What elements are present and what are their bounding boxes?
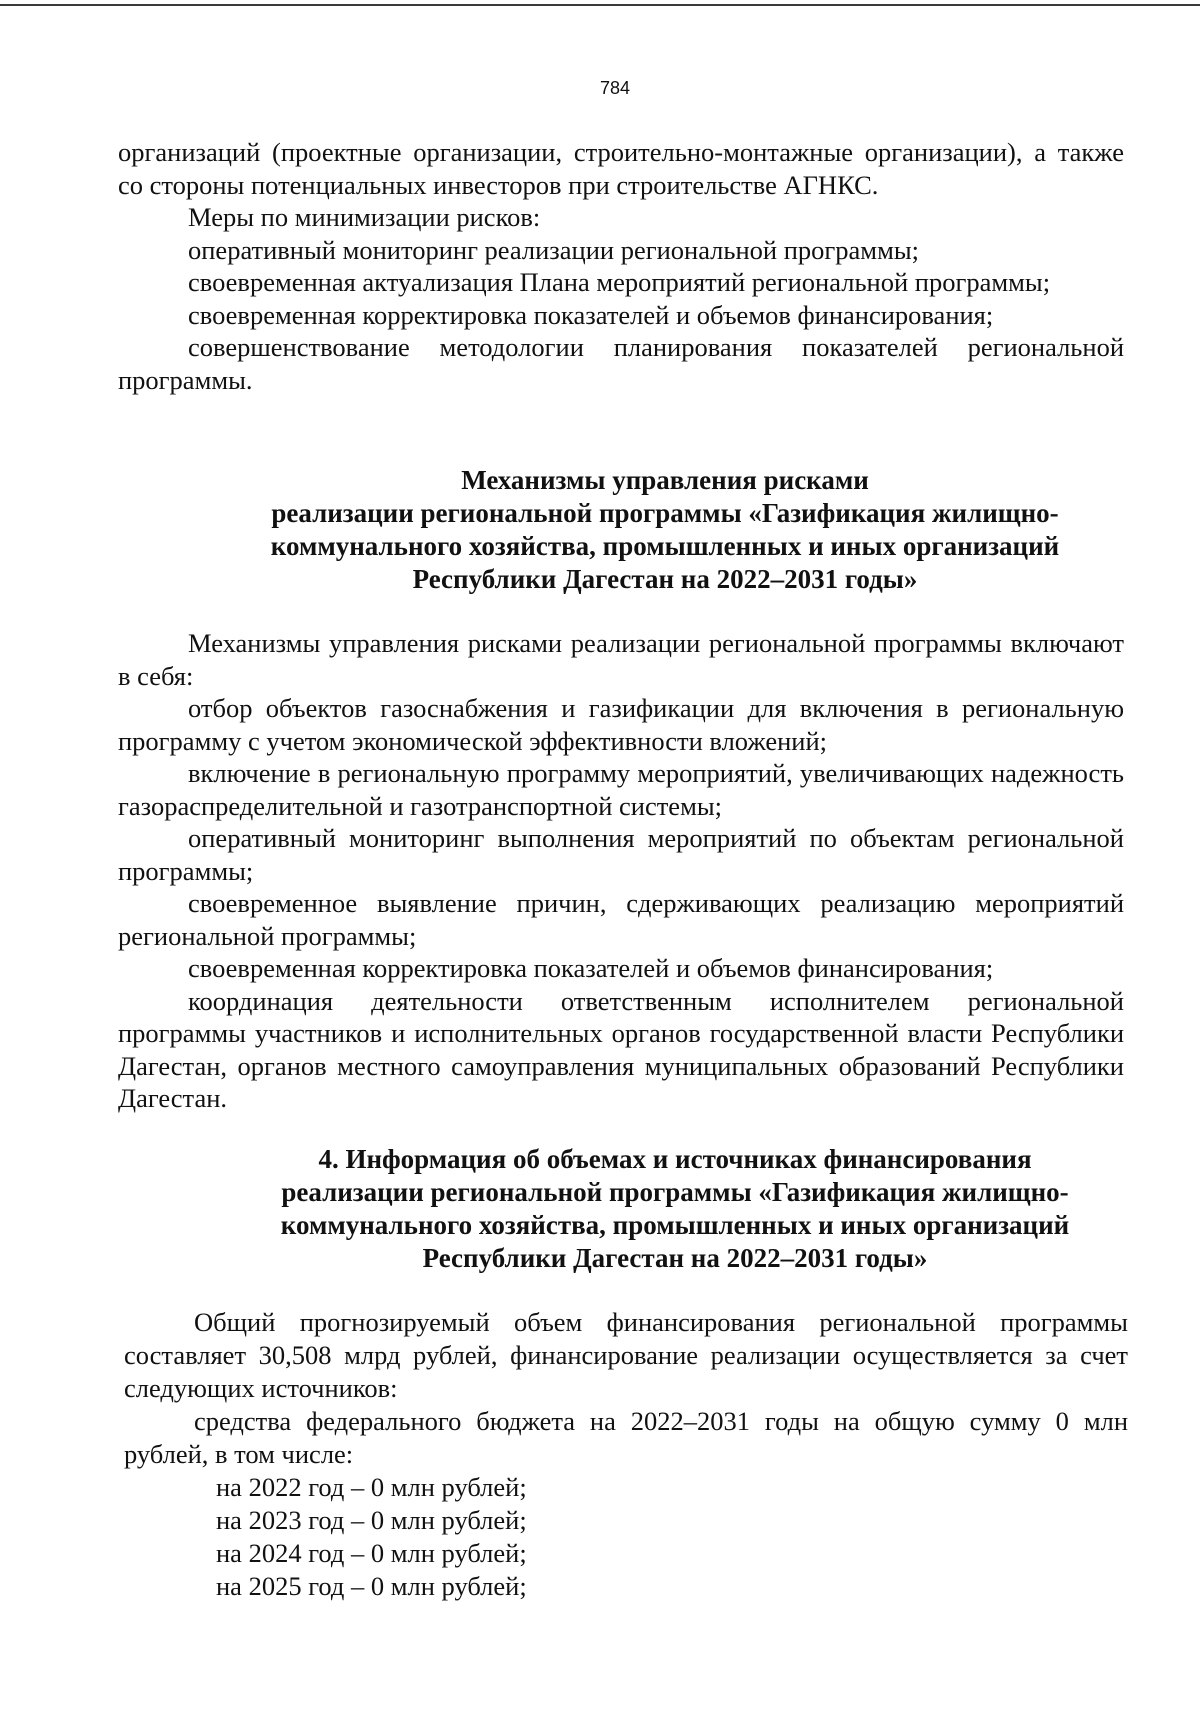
paragraph: своевременная актуализация Плана мероприятий региональной программы; (188, 267, 1051, 297)
section-heading-financing (180, 1143, 1170, 1275)
paragraph: своевременная корректировка показателей и объемов финансирования; (188, 953, 994, 983)
paragraph: отбор объектов газоснабжения и газификации для включения в региональную программу с учетом экономической эффективности вложений; (118, 693, 1124, 756)
paragraph: средства федерального бюджета на 2022–2031 годы на общую сумму 0 млн рублей, в том числе: (124, 1406, 1128, 1469)
paragraph: своевременная корректировка показателей и объемов финансирования; (188, 299, 994, 330)
paragraph: Общий прогнозируемый объем финансирования региональной программы составляет 30,508 млрд рублей, финансирование реализации осуществляется за счет следующих источников: (124, 1307, 1128, 1403)
page-number: 784 (599, 78, 631, 98)
paragraph: Меры по минимизации рисков: (188, 202, 541, 232)
heading-line: Республики Дагестан на 2022–2031 годы» (412, 564, 918, 594)
paragraph: Механизмы управления рисками реализации региональной программы включают в себя: (118, 628, 1124, 691)
year-funding-line: на 2023 год – 0 млн рублей; (216, 1505, 527, 1535)
financing-section (124, 1306, 1128, 1603)
paragraph: включение в региональную программу мероприятий, увеличивающих надежность газораспределительной и газотранспортной системы; (118, 758, 1124, 821)
section-heading-risk-management (170, 464, 1160, 596)
heading-line: Республики Дагестан на 2022–2031 годы» (422, 1243, 928, 1273)
paragraph: оперативный мониторинг выполнения мероприятий по объектам региональной программы; (118, 823, 1124, 886)
paragraph: организаций (проектные организации, строительно-монтажные организации), а также со стороны потенциальных инвесторов при строительстве АГНКС. (118, 137, 1124, 200)
paragraph: координация деятельности ответственным исполнителем региональной программы участников и исполнительных органов государственной власти Республики Дагестан, органов местного самоуправления муниципальных образований Республики Дагестан. (118, 985, 1124, 1113)
risk-mitigation-section (118, 136, 1124, 396)
heading-line: коммунального хозяйства, промышленных и иных организаций (280, 1210, 1070, 1240)
heading-line: коммунального хозяйства, промышленных и иных организаций (270, 531, 1060, 561)
scan-top-edge (0, 4, 1200, 6)
heading-line: Механизмы управления рисками (461, 465, 869, 495)
risk-management-section (118, 627, 1124, 1115)
paragraph: своевременное выявление причин, сдерживающих реализацию мероприятий региональной программы; (118, 888, 1124, 951)
year-funding-line: на 2024 год – 0 млн рублей; (216, 1538, 527, 1568)
paragraph: оперативный мониторинг реализации региональной программы; (188, 234, 920, 265)
year-funding-line: на 2025 год – 0 млн рублей; (216, 1571, 527, 1601)
paragraph: совершенствование методологии планирования показателей региональной программы. (118, 332, 1124, 395)
year-funding-line: на 2022 год – 0 млн рублей; (216, 1472, 527, 1502)
heading-line: реализации региональной программы «Газификация жилищно- (281, 1177, 1069, 1207)
heading-line: реализации региональной программы «Газификация жилищно- (271, 498, 1059, 528)
heading-line: 4. Информация об объемах и источниках финансирования (318, 1144, 1032, 1174)
